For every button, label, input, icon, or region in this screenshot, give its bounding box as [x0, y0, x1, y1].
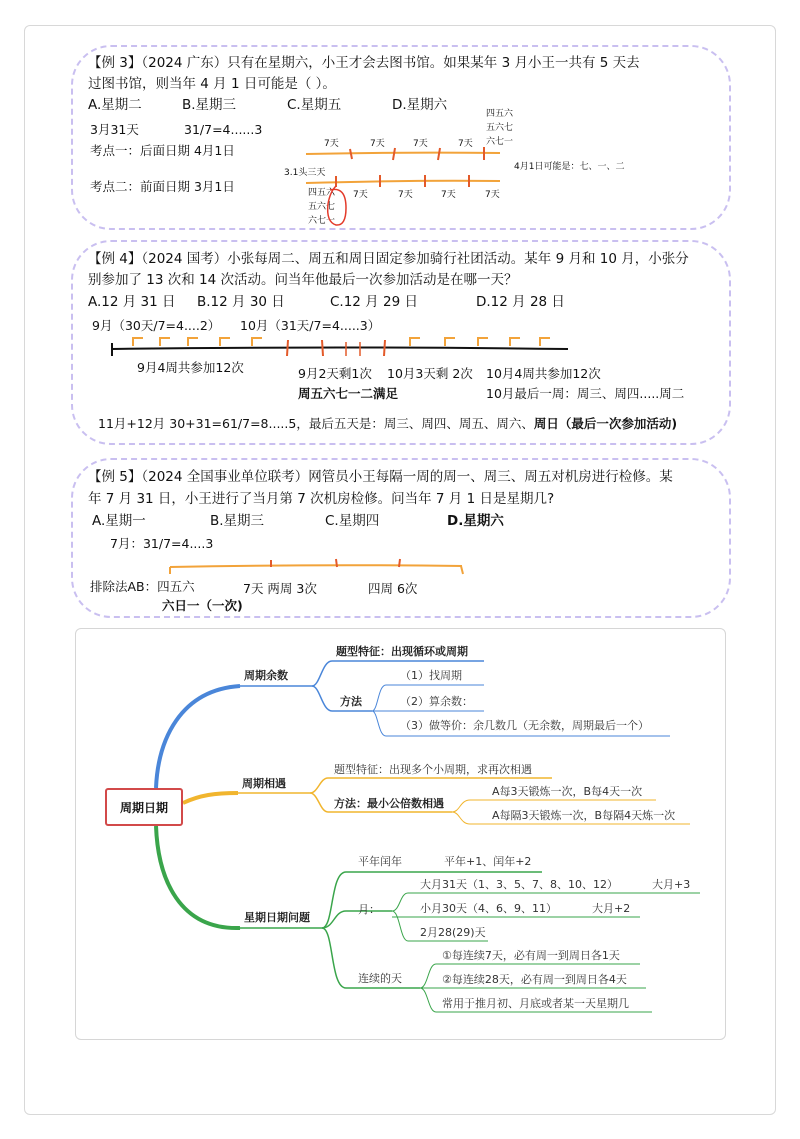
ex4-note-oct-weeks: 10月4周共参加12次 — [486, 366, 601, 381]
ex3-right-days-3: 六七一 — [486, 137, 514, 147]
ex4-note-sept-rest: 9月2天剩1次 — [298, 366, 372, 381]
mm-b1-step2: （2）算余数： — [400, 695, 473, 708]
ex3-note-point1: 考点一：后面日期 4月1日 — [90, 143, 235, 158]
mm-b3-c3: 常用于推月初、月底或者某一天星期几 — [442, 997, 629, 1010]
mm-b2-item2: A每隔3天锻炼一次，B每隔4天炼一次 — [492, 809, 676, 822]
ex3-note-division: 31/7=4......3 — [184, 122, 263, 137]
ex4-option-d: D.12 月 28 日 — [476, 294, 565, 310]
ex3-left-days-2: 五六七 — [308, 202, 336, 212]
ex5-note-four-weeks: 四周 6次 — [368, 581, 418, 596]
ex4-option-c: C.12 月 29 日 — [330, 294, 418, 310]
ex3-question-line2: 过图书馆，则当年 4 月 1 日可能是（ ）。 — [88, 76, 336, 92]
ex4-note-sept: 9月（30天/7=4....2） — [92, 318, 221, 333]
mm-b2-method: 方法：最小公倍数相遇 — [334, 797, 444, 810]
ex3-option-c: C.星期五 — [287, 97, 342, 113]
ex3-week-label-4: 7天 — [458, 139, 473, 149]
ex3-answer-note: 4月1日可能是：七、一、二 — [514, 162, 625, 172]
ex4-question-line2: 别参加了 13 次和 14 次活动。问当年他最后一次参加活动是在哪一天？ — [88, 272, 518, 288]
mm-b3-month: 月： — [358, 903, 380, 916]
mm-b3-leap: 平年闰年 — [358, 855, 402, 868]
ex4-note-oct-rest: 10月3天剩 2次 — [387, 366, 473, 381]
ex3-right-days-2: 五六七 — [486, 123, 514, 133]
ex4-note-calc-answer: 周日（最后一次参加活动) — [533, 416, 678, 431]
ex5-option-b: B.星期三 — [210, 513, 265, 529]
ex4-question-line1: 【例 4】（2024 国考）小张每周二、周五和周日固定参加骑行社团活动。某年 9 月和 10 月，小张分 — [88, 251, 689, 267]
mm-b1-step1: （1）找周期 — [400, 669, 462, 682]
ex4-note-oct: 10月（31天/7=4.....3） — [240, 318, 381, 333]
mm-b3-small-rule: 大月+2 — [592, 902, 631, 915]
mm-b3-title: 星期日期问题 — [244, 911, 310, 924]
mm-b3-feb: 2月28(29)天 — [420, 926, 486, 939]
ex5-option-a: A.星期一 — [92, 513, 146, 529]
mm-b2-item1: A每3天锻炼一次，B每4天一次 — [492, 785, 643, 798]
mm-b2-title: 周期相遇 — [242, 777, 286, 790]
ex3-right-days-1: 四五六 — [486, 109, 514, 119]
mindmap-center-node — [105, 788, 183, 826]
mm-b1-feature: 题型特征：出现循环或周期 — [336, 645, 468, 658]
mm-b1-method: 方法 — [340, 695, 362, 708]
ex4-note-satisfy: 周五六七一二满足 — [298, 386, 399, 401]
mm-b3-consecutive: 连续的天 — [358, 972, 402, 985]
ex4-note-calc-text: 11月+12月 30+31=61/7=8.....5，最后五天是：周三、周四、周五、周六、 — [98, 416, 534, 431]
ex3-bottom-week-4: 7天 — [485, 190, 500, 200]
ex5-note-july: 7月：31/7=4....3 — [110, 536, 214, 551]
ex3-week-label-1: 7天 — [324, 139, 339, 149]
ex3-bottom-week-2: 7天 — [398, 190, 413, 200]
ex3-bottom-week-1: 7天 — [353, 190, 368, 200]
ex3-week-label-2: 7天 — [370, 139, 385, 149]
ex5-option-d: D.星期六 — [447, 513, 504, 529]
ex5-question-line1: 【例 5】（2024 全国事业单位联考）网管员小王每隔一周的周一、周三、周五对机房进行检修。某 — [88, 469, 673, 485]
mm-b2-feature: 题型特征：出现多个小周期，求再次相遇 — [334, 763, 532, 776]
ex3-question-line1: 【例 3】（2024 广东）只有在星期六，小王才会去图书馆。如果某年 3 月小王一共有 5 天去 — [88, 55, 640, 71]
mm-b3-big: 大月31天（1、3、5、7、8、10、12） — [420, 878, 618, 891]
mm-b1-step3: （3）做等价：余几数几（无余数，周期最后一个） — [400, 719, 649, 732]
mm-b3-big-rule: 大月+3 — [652, 878, 691, 891]
ex3-left-days-3: 六七一 — [308, 216, 336, 226]
ex5-note-once: 六日一（一次) — [162, 598, 243, 613]
ex3-week-label-3: 7天 — [413, 139, 428, 149]
ex5-note-two-weeks: 7天 两周 3次 — [243, 581, 317, 596]
ex3-note-march-days: 3月31天 — [90, 122, 139, 137]
mm-b3-small: 小月30天（4、6、9、11） — [420, 902, 557, 915]
mindmap-center-label: 周期日期 — [119, 800, 168, 815]
ex3-option-b: B.星期三 — [182, 97, 237, 113]
mm-b3-c1: ①每连续7天，必有周一到周日各1天 — [442, 949, 620, 962]
ex3-start-label: 3.1头三天 — [284, 168, 326, 178]
mm-b1-title: 周期余数 — [244, 669, 288, 682]
ex4-note-oct-last-week: 10月最后一周：周三、周四.....周二 — [486, 386, 685, 401]
ex3-note-point2: 考点二：前面日期 3月1日 — [90, 179, 235, 194]
ex5-option-c: C.星期四 — [325, 513, 380, 529]
ex3-option-a: A.星期二 — [88, 97, 142, 113]
ex3-left-days-1: 四五六 — [308, 188, 336, 198]
ex3-option-d: D.星期六 — [392, 97, 448, 113]
ex4-option-b: B.12 月 30 日 — [197, 294, 285, 310]
ex5-question-line2: 年 7 月 31 日，小王进行了当月第 7 次机房检修。问当年 7 月 1 日是星期几? — [88, 491, 555, 507]
ex3-bottom-week-3: 7天 — [441, 190, 456, 200]
mm-b3-c2: ②每连续28天，必有周一到周日各4天 — [442, 973, 627, 986]
ex4-option-a: A.12 月 31 日 — [88, 294, 176, 310]
ex4-note-sept-weeks: 9月4周共参加12次 — [137, 360, 244, 375]
mm-b3-leap-rule: 平年+1、闰年+2 — [444, 855, 532, 868]
ex5-note-exclude: 排除法AB：四五六 — [90, 579, 195, 594]
